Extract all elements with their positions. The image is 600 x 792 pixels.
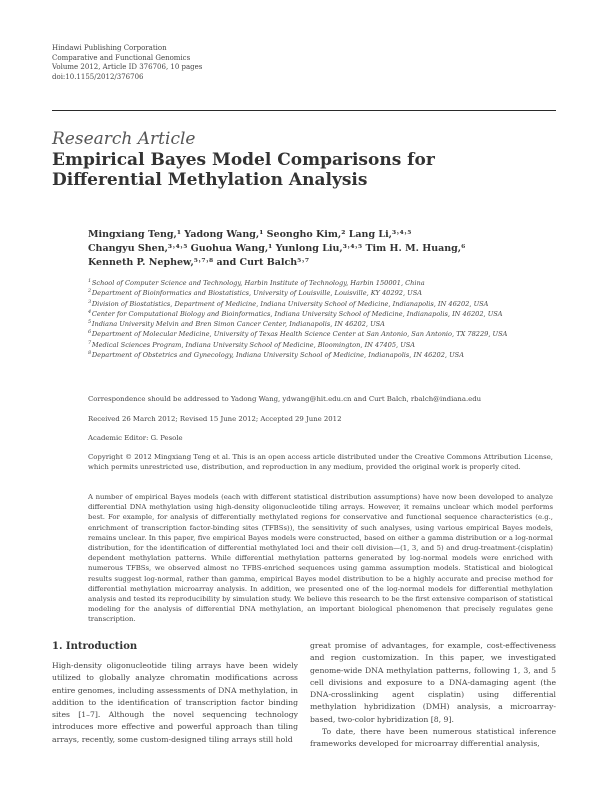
article-type: Research Article xyxy=(52,129,196,149)
affiliation-item: $^7$ Medical Sciences Program, Indiana University School of Medicine, Bloomington, IN 47405, USA xyxy=(88,339,416,349)
affiliation-item: $^5$ Indiana University Melvin and Bren Simon Cancer Center, Indianapolis, IN 46202, USA xyxy=(88,319,385,329)
intro-paragraph: To date, there have been numerous statistical inference frameworks developed for microarray differential analysis, xyxy=(310,727,556,749)
authors-line-2: Changyu Shen,³˒⁴˒⁵ Guohua Wang,¹ Yunlong Liu,³˒⁴˒⁵ Tim H. M. Huang,⁶ xyxy=(88,243,466,254)
authors-line-3: Kenneth P. Nephew,⁵˒⁷˒⁸ and Curt Balch⁵˒⁷ xyxy=(88,257,309,268)
body-column-left xyxy=(52,660,298,746)
publisher-name: Hindawi Publishing Corporation xyxy=(52,44,167,52)
correspondence-note: Correspondence should be addressed to Yadong Wang, ydwang@hit.edu.cn and Curt Balch, rbalch@indiana.edu xyxy=(88,395,482,403)
intro-paragraph: great promise of advantages, for example, cost-effectiveness and region customization. In this paper, we investigated genome-wide DNA methylation patterns, following 1, 3, and 5 cell divisions and exposure to a DNA-damaging agent (the DNA-crosslinking agent cisplatin) using differential methylation hybridization (DMH) analysis, a microarray-based, two-color hybridization [8, 9]. xyxy=(310,641,556,724)
author-list xyxy=(88,228,528,270)
header-divider xyxy=(52,110,556,111)
section-heading-introduction: 1. Introduction xyxy=(52,641,138,652)
affiliation-item: $^1$ School of Computer Science and Technology, Harbin Institute of Technology, Harbin 150001, China xyxy=(88,277,425,287)
title-line-1: Empirical Bayes Model Comparisons for xyxy=(52,150,435,170)
affiliation-item: $^8$ Department of Obstetrics and Gynecology, Indiana University School of Medicine, Indianapolis, IN 46202, USA xyxy=(88,349,464,360)
body-column-right xyxy=(310,640,556,751)
title-line-2: Differential Methylation Analysis xyxy=(52,169,368,190)
submission-dates: Received 26 March 2012; Revised 15 June 2012; Accepted 29 June 2012 xyxy=(88,415,342,423)
abstract: A number of empirical Bayes models (each with different statistical distribution assumptions) have now been developed to analyze differential DNA methylation using high-density oligonucleotide tiling arrays. However, it remains unclear which model performs best. For example, for analysis of differentially methylated regions for conservative and functional sequence characteristics (e.g., enrichment of transcription factor-binding sites (TFBSs)), the sensitivity of such analyses, using various empirical Bayes models, remains unclear. In this paper, five empirical Bayes models were constructed, based on either a gamma distribution or a log-normal distribution, for the identification of differential methylated loci and their cell division—(1, 3, and 5) and drug-treatment-(cisplatin) dependent methylation patterns. While differential methylation patterns generated by log-normal models were enriched with numerous TFBSs, we observed almost no TFBS-enriched sequences using gamma assumption models. Statistical and biological results suggest log-normal, rather than gamma, empirical Bayes model distribution to be a highly accurate and precise method for differential methylation microarray analysis. In addition, we presented one of the log-normal models for differential methylation analysis and tested its reproducibility by simulation study. We believe this research to be the first extensive comparison of statistical modeling for the analysis of differential DNA methylation, an important biological phenomenon that precisely regulates gene transcription. xyxy=(88,493,553,624)
intro-paragraph: High-density oligonucleotide tiling arrays have been widely utilized to globally analyze chromatin modifications across entire genomes, including assessments of DNA methylation, in addition to the identification of transcription factor binding sites [1–7]. Although the novel sequencing technology introduces more effective and powerful approach than tiling arrays, recently, some custom-designed tiling arrays still hold xyxy=(52,661,298,744)
authors-line-1: Mingxiang Teng,¹ Yadong Wang,¹ Seongho Kim,² Lang Li,³˒⁴˒⁵ xyxy=(88,229,412,240)
volume-info: Volume 2012, Article ID 376706, 10 pages xyxy=(52,63,203,71)
academic-editor: Academic Editor: G. Pesole xyxy=(88,434,183,442)
article-title xyxy=(52,151,492,190)
affiliation-item: $^2$ Department of Bioinformatics and Biostatistics, University of Louisville, Louisville, KY 40292, USA xyxy=(88,288,422,298)
affiliation-list xyxy=(88,278,548,360)
doi: doi:10.1155/2012/376706 xyxy=(52,72,144,81)
affiliation-item: $^3$ Division of Biostatistics, Department of Medicine, Indiana University School of Medicine, Indianapolis, IN 46202, USA xyxy=(88,298,489,308)
journal-header xyxy=(52,44,202,82)
journal-name: Comparative and Functional Genomics xyxy=(52,53,191,62)
affiliation-item: $^4$ Center for Computational Biology and Bioinformatics, Indiana University School of Medicine, Indianapolis, IN 46202, USA xyxy=(88,308,503,318)
affiliation-item: $^6$ Department of Molecular Medicine, University of Texas Health Science Center at San Antonio, San Antonio, TX 78229, USA xyxy=(88,329,508,339)
copyright-notice: Copyright © 2012 Mingxiang Teng et al. This is an open access article distributed under the Creative Commons Attribution License, which permits unrestricted use, distribution, and reproduction in any medium, provided the original work is properly cited. xyxy=(88,453,553,472)
